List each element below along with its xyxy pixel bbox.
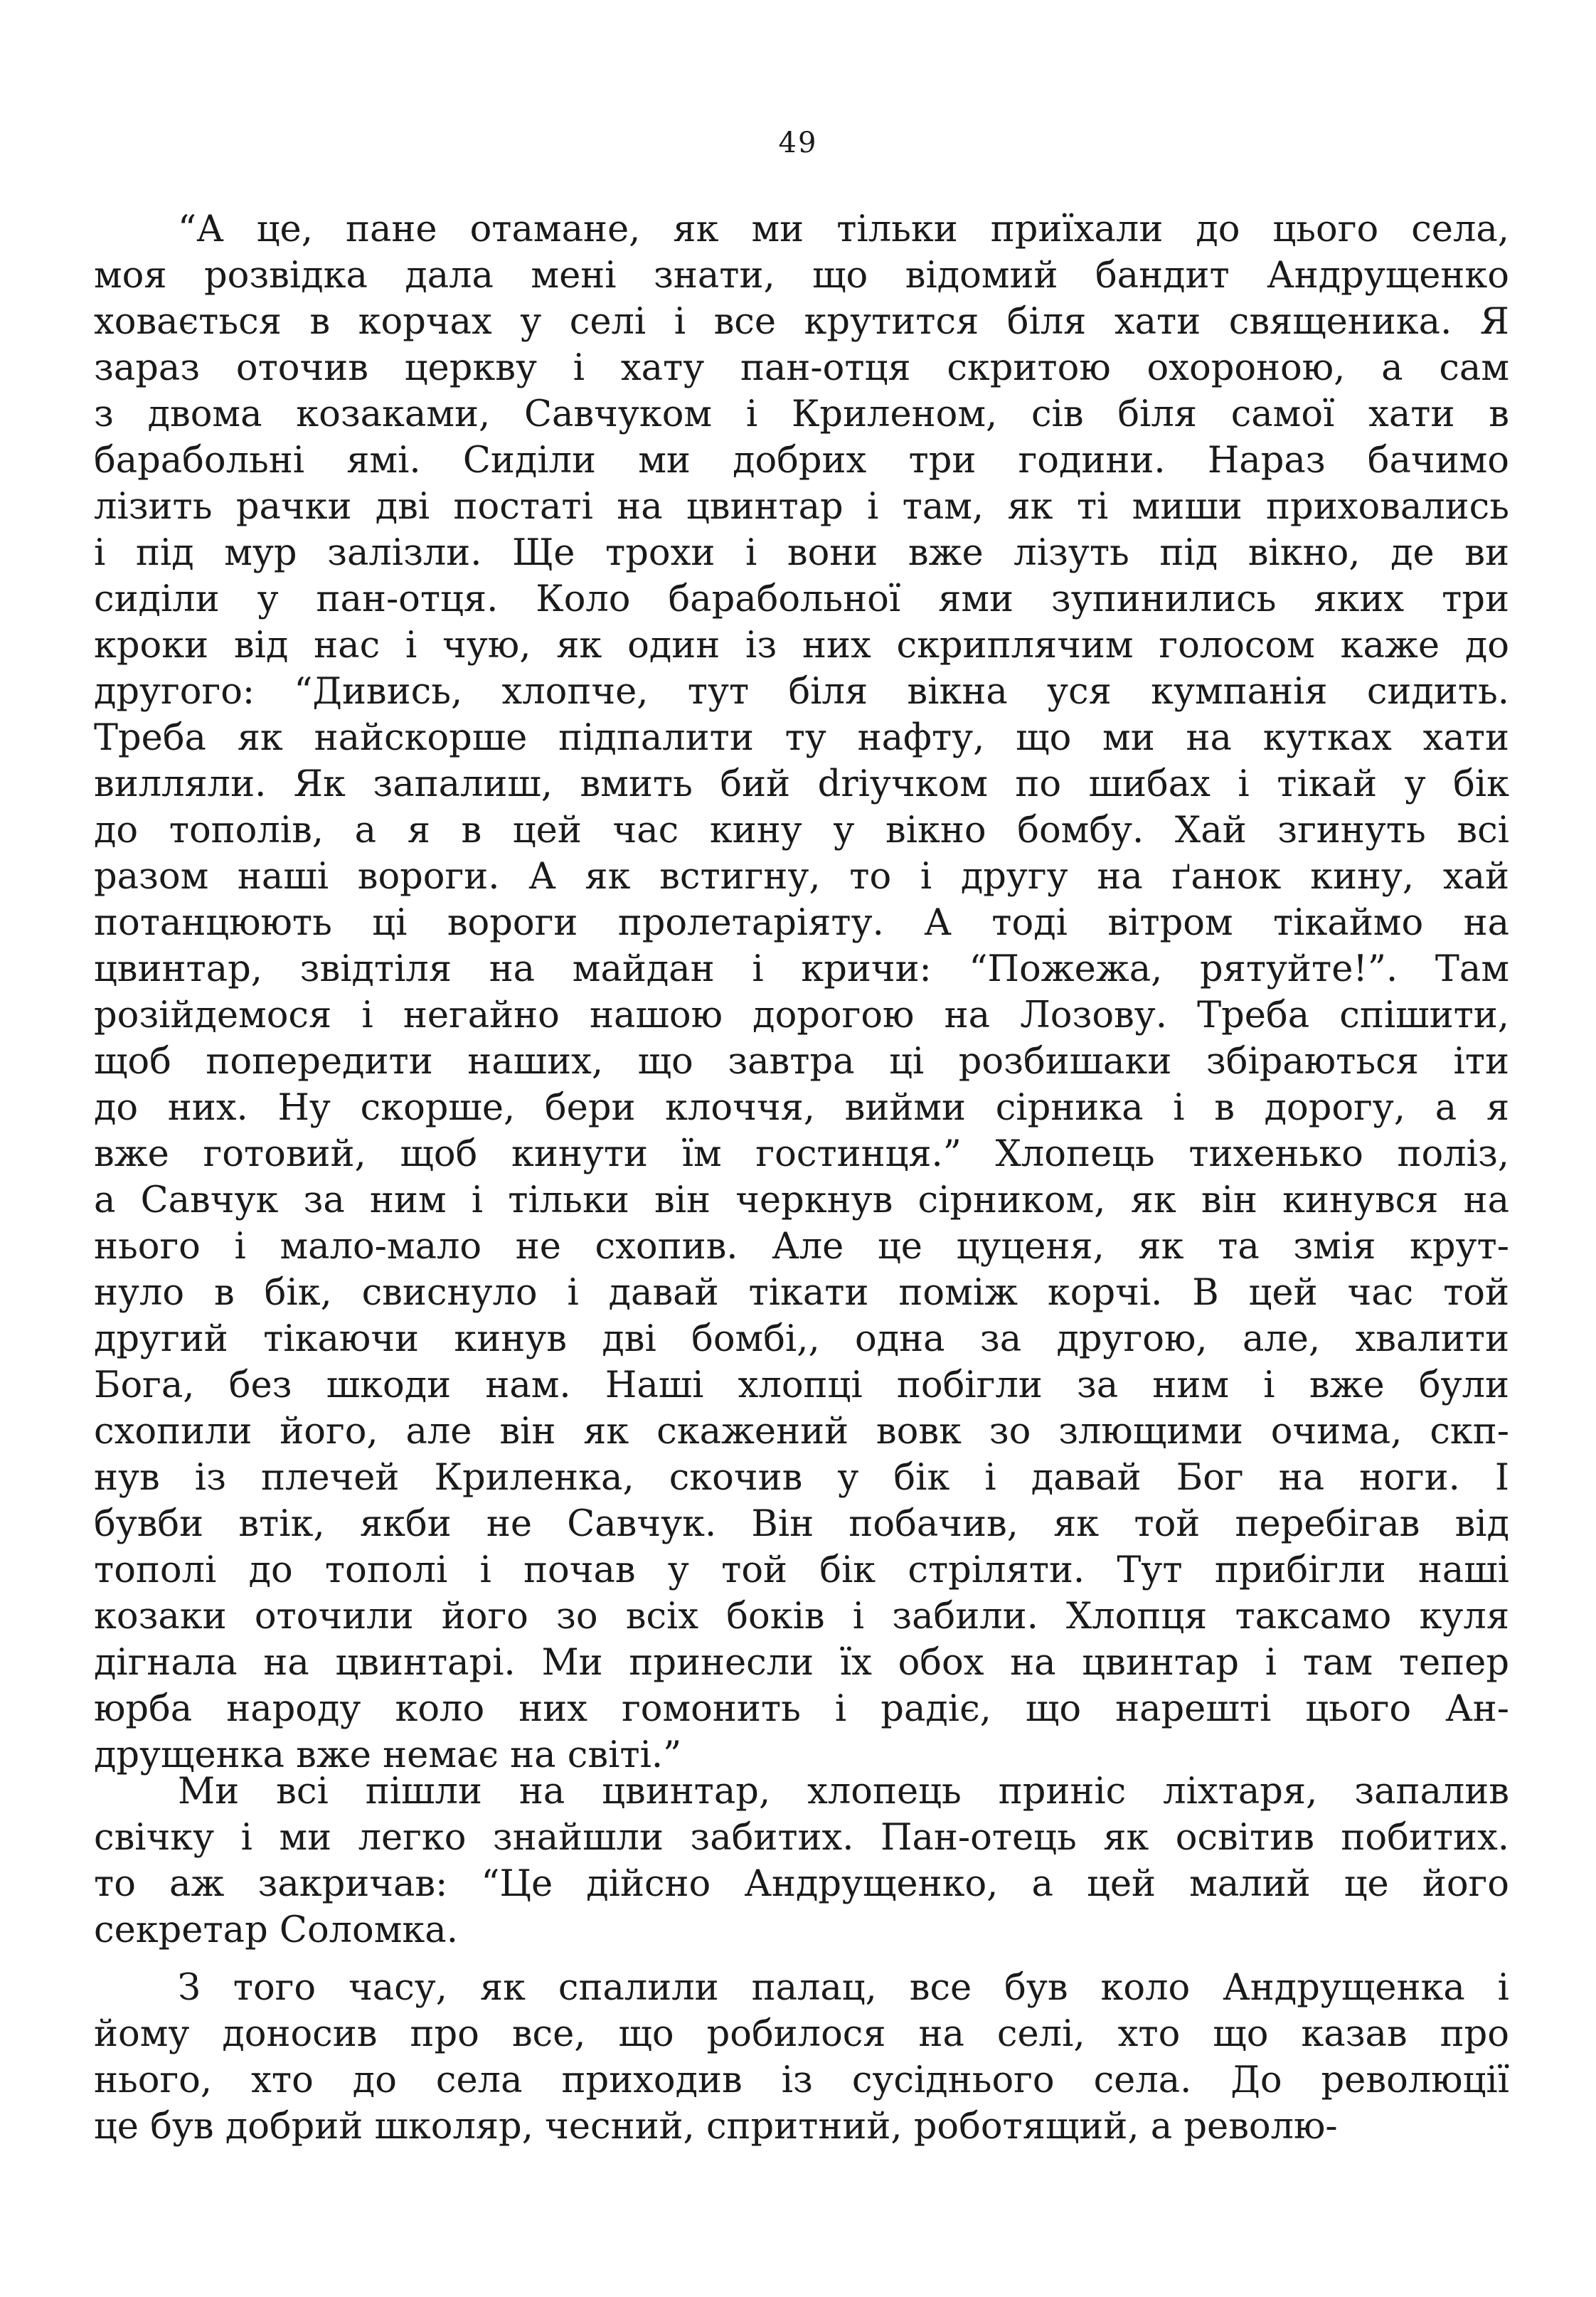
text-line: Треба як найскорше підпалити ту нафту, що ми на кутках хати bbox=[94, 717, 1509, 759]
text-line: разом наші вороги. А як встигну, то і другу на ґанок кину, хай bbox=[94, 856, 1509, 898]
page-number: 49 bbox=[778, 127, 818, 159]
text-line: цвинтар, звідтіля на майдан і кричи: “Пожежа, рятуйте!”. Там bbox=[94, 948, 1509, 990]
text-line: з двома козаками, Савчуком і Криленом, сів біля самої хати в bbox=[94, 393, 1509, 435]
text-line: другого: “Дивись, хлопче, тут біля вікна уся кумпанія сидить. bbox=[94, 671, 1509, 713]
text-line: зараз оточив церкву і хату пан-отця скритою охороною, а сам bbox=[94, 347, 1509, 389]
paragraph-2 bbox=[94, 1768, 1509, 1953]
text-line: свічку і ми легко знайшли забитих. Пан-отець як освітив побитих. bbox=[94, 1817, 1509, 1859]
text-line: до них. Ну скорше, бери клоччя, вийми сірника і в дорогу, а я bbox=[94, 1087, 1509, 1129]
text-line: секретар Соломка. bbox=[94, 1909, 458, 1951]
text-line: барабольні ямі. Сиділи ми добрих три години. Нараз бачимо bbox=[94, 440, 1509, 482]
text-line: то аж закричав: “Це дійсно Андрущенко, а цей малий це його bbox=[94, 1863, 1509, 1905]
text-line: Бога, без шкоди нам. Наші хлопці побігли за ним і вже були bbox=[94, 1364, 1509, 1406]
paragraph-1 bbox=[94, 206, 1509, 1778]
text-line: Ми всі пішли на цвинтар, хлопець приніс ліхтаря, запалив bbox=[178, 1771, 1509, 1813]
text-line: вже готовий, щоб кинути їм гостинця.” Хлопець тихенько поліз, bbox=[94, 1133, 1509, 1175]
text-line: розійдемося і негайно нашою дорогою на Лозову. Треба спішити, bbox=[94, 994, 1509, 1036]
text-line: кроки від нас і чую, як один із них скриплячим голосом каже до bbox=[94, 625, 1509, 667]
text-line: і під мур залізли. Ще трохи і вони вже лізуть під вікно, де ви bbox=[94, 532, 1509, 574]
text-line: це був добрий школяр, чесний, спритний, роботящий, а револю- bbox=[94, 2106, 1338, 2148]
text-line: нього і мало-мало не схопив. Але це цуценя, як та змія крут- bbox=[94, 1226, 1509, 1268]
text-line: сиділи у пан-отця. Коло барабольної ями зупинились яких три bbox=[94, 578, 1509, 620]
text-line: дігнала на цвинтарі. Ми принесли їх обох на цвинтар і там тепер bbox=[94, 1642, 1509, 1684]
text-line: “А це, пане отамане, як ми тільки приїхали до цього села, bbox=[178, 208, 1509, 250]
text-line: бувби втік, якби не Савчук. Він побачив, як той перебігав від bbox=[94, 1503, 1509, 1545]
text-line: нього, хто до села приходив із сусіднього села. До революції bbox=[94, 2059, 1509, 2101]
text-line: а Савчук за ним і тільки він черкнув сірником, як він кинувся на bbox=[94, 1179, 1509, 1221]
text-line: друщенка вже немає на світі.” bbox=[94, 1734, 682, 1776]
paragraph-3 bbox=[94, 1965, 1509, 2150]
text-line: З того часу, як спалили палац, все був коло Андрущенка і bbox=[178, 1967, 1509, 2009]
text-line: ховається в корчах у селі і все крутится біля хати священика. Я bbox=[94, 301, 1509, 343]
text-line: вилляли. Як запалиш, вмить бий driучком по шибах і тікай у бік bbox=[94, 763, 1509, 805]
text-line: йому доносив про все, що робилося на селі, хто що казав про bbox=[94, 2013, 1509, 2055]
text-line: тополі до тополі і почав у той бік стріляти. Тут прибігли наші bbox=[94, 1549, 1509, 1591]
text-line: моя розвідка дала мені знати, що відомий бандит Андрущенко bbox=[94, 255, 1509, 297]
text-line: лізить рачки дві постаті на цвинтар і там, як ті миши приховались bbox=[94, 486, 1509, 528]
text-line: другий тікаючи кинув дві бомбі,, одна за другою, але, хвалити bbox=[94, 1318, 1509, 1360]
text-line: юрба народу коло них гомонить і радіє, що нарешті цього Ан- bbox=[94, 1688, 1509, 1730]
text-line: потанцюють ці вороги пролетаріяту. А тоді вітром тікаймо на bbox=[94, 902, 1509, 944]
text-line: нуло в бік, свиснуло і давай тікати поміж корчі. В цей час той bbox=[94, 1272, 1509, 1314]
text-line: до тополів, а я в цей час кину у вікно бомбу. Хай згинуть всі bbox=[94, 810, 1509, 852]
text-line: козаки оточили його зо всіх боків і забили. Хлопця таксамо куля bbox=[94, 1596, 1509, 1638]
text-line: нув із плечей Криленка, скочив у бік і давай Бог на ноги. І bbox=[94, 1457, 1509, 1499]
text-line: схопили його, але він як скажений вовк зо злющими очима, скп- bbox=[94, 1411, 1509, 1453]
text-line: щоб попередити наших, що завтра ці розбишаки збіраються іти bbox=[94, 1041, 1509, 1083]
